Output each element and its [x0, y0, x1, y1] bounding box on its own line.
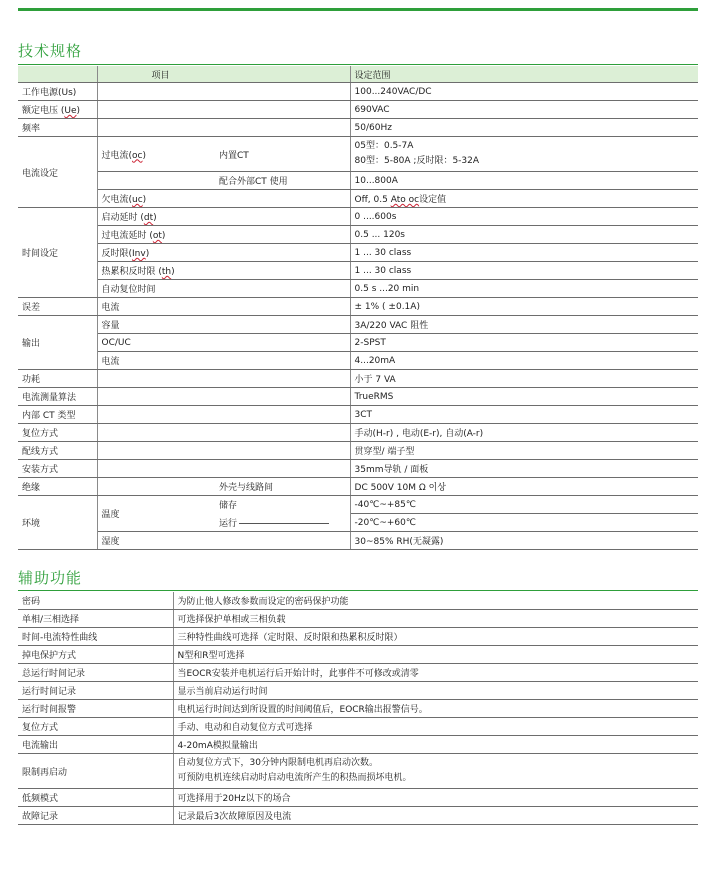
table-row: 内部 CT 类型 3CT [18, 406, 698, 424]
header-item: 项目 [97, 66, 350, 83]
top-accent-bar [18, 8, 698, 11]
aux-value: 可选择保护单相或三相负载 [173, 610, 698, 628]
table-row: 过电流延时 (ot) 0.5 ... 120s [18, 226, 698, 244]
aux-title-underline [18, 590, 698, 591]
aux-value: 手动、电动和自动复位方式可选择 [173, 718, 698, 736]
aux-table [18, 592, 698, 825]
aux-value: 电机运行时间达到所设置的时间阈值后，EOCR输出报警信号。 [173, 700, 698, 718]
table-row: 反时限(Inv) 1 ... 30 class [18, 244, 698, 262]
table-row: 频率 50/60Hz [18, 119, 698, 137]
table-row: 绝缘 外壳与线路间 DC 500V 10M Ω 이상 [18, 478, 698, 496]
table-row [18, 718, 698, 736]
aux-key: 运行时间记录 [18, 682, 173, 700]
aux-value: 三种特性曲线可选择（定时限、反时限和热累积反时限） [173, 628, 698, 646]
aux-key: 总运行时间记录 [18, 664, 173, 682]
table-row: 安装方式 35mm导轨 / 面板 [18, 460, 698, 478]
table-row [18, 628, 698, 646]
table-row: 环境 温度 储存 -40℃~+85℃ [18, 496, 698, 514]
table-row [18, 700, 698, 718]
aux-key: 电流输出 [18, 736, 173, 754]
table-row [18, 592, 698, 610]
table-row: OC/UC 2-SPST [18, 334, 698, 352]
table-row: 电流测量算法 TrueRMS [18, 388, 698, 406]
table-row [18, 646, 698, 664]
aux-key: 掉电保护方式 [18, 646, 173, 664]
aux-value: 自动复位方式下，30分钟内限制电机再启动次数。 可预防电机连续启动时启动电流所产生的积热而损坏电机。 [173, 754, 698, 789]
spec-section-title: 技术规格 [18, 42, 83, 60]
aux-key: 限制再启动 [18, 754, 173, 789]
aux-key: 时间-电流特性曲线 [18, 628, 173, 646]
table-row [18, 789, 698, 807]
table-row: 配合外部CT 使用 10...800A [18, 172, 698, 190]
table-row [18, 754, 698, 789]
table-row: 运行 -20℃~+60℃ [18, 514, 698, 532]
aux-value: N型和R型可选择 [173, 646, 698, 664]
table-row: 功耗 小于 7 VA [18, 370, 698, 388]
table-row: 时间设定 启动延时 (dt) 0 ....600s [18, 208, 698, 226]
aux-key: 低频模式 [18, 789, 173, 807]
table-row: 额定电压 (Ue) 690VAC [18, 101, 698, 119]
table-row [18, 807, 698, 825]
table-row: 工作电源(Us) 100...240VAC/DC [18, 83, 698, 101]
table-row: 输出 容量 3A/220 VAC 阻性 [18, 316, 698, 334]
table-row: 误差 电流 ± 1% ( ±0.1A) [18, 298, 698, 316]
table-row: 配线方式 贯穿型/ 端子型 [18, 442, 698, 460]
aux-key: 故障记录 [18, 807, 173, 825]
spec-title-underline [18, 64, 698, 65]
aux-key: 单相/三相选择 [18, 610, 173, 628]
aux-value: 可选择用于20Hz以下的场合 [173, 789, 698, 807]
table-row [18, 736, 698, 754]
aux-key: 复位方式 [18, 718, 173, 736]
aux-value: 记录最后3次故障原因及电流 [173, 807, 698, 825]
table-row: 自动复位时间 0.5 s ...20 min [18, 280, 698, 298]
table-row: 湿度 30~85% RH(无凝露) [18, 532, 698, 550]
spec-table [18, 66, 698, 550]
aux-section-title: 辅助功能 [18, 569, 83, 587]
table-row: 电流设定 过电流(oc) 内置CT 05型：0.5-7A 80型：5-80A ;反时限：5-32A [18, 137, 698, 172]
table-row: 热累积反时限 (th) 1 ... 30 class [18, 262, 698, 280]
divider [239, 523, 329, 524]
spec-header-row [18, 66, 698, 83]
table-row [18, 682, 698, 700]
aux-value: 为防止他人修改参数而设定的密码保护功能 [173, 592, 698, 610]
table-row: 欠电流(uc) Off, 0.5 Ato oc设定值 [18, 190, 698, 208]
table-row: 电流 4...20mA [18, 352, 698, 370]
aux-value: 显示当前启动运行时间 [173, 682, 698, 700]
aux-value: 当EOCR安装并电机运行后开始计时，此事件不可修改或清零 [173, 664, 698, 682]
table-row [18, 610, 698, 628]
aux-key: 运行时间报警 [18, 700, 173, 718]
header-range: 设定范围 [350, 66, 698, 83]
aux-key: 密码 [18, 592, 173, 610]
table-row: 复位方式 手动(H-r) , 电动(E-r), 自动(A-r) [18, 424, 698, 442]
table-row [18, 664, 698, 682]
aux-value: 4-20mA模拟量输出 [173, 736, 698, 754]
